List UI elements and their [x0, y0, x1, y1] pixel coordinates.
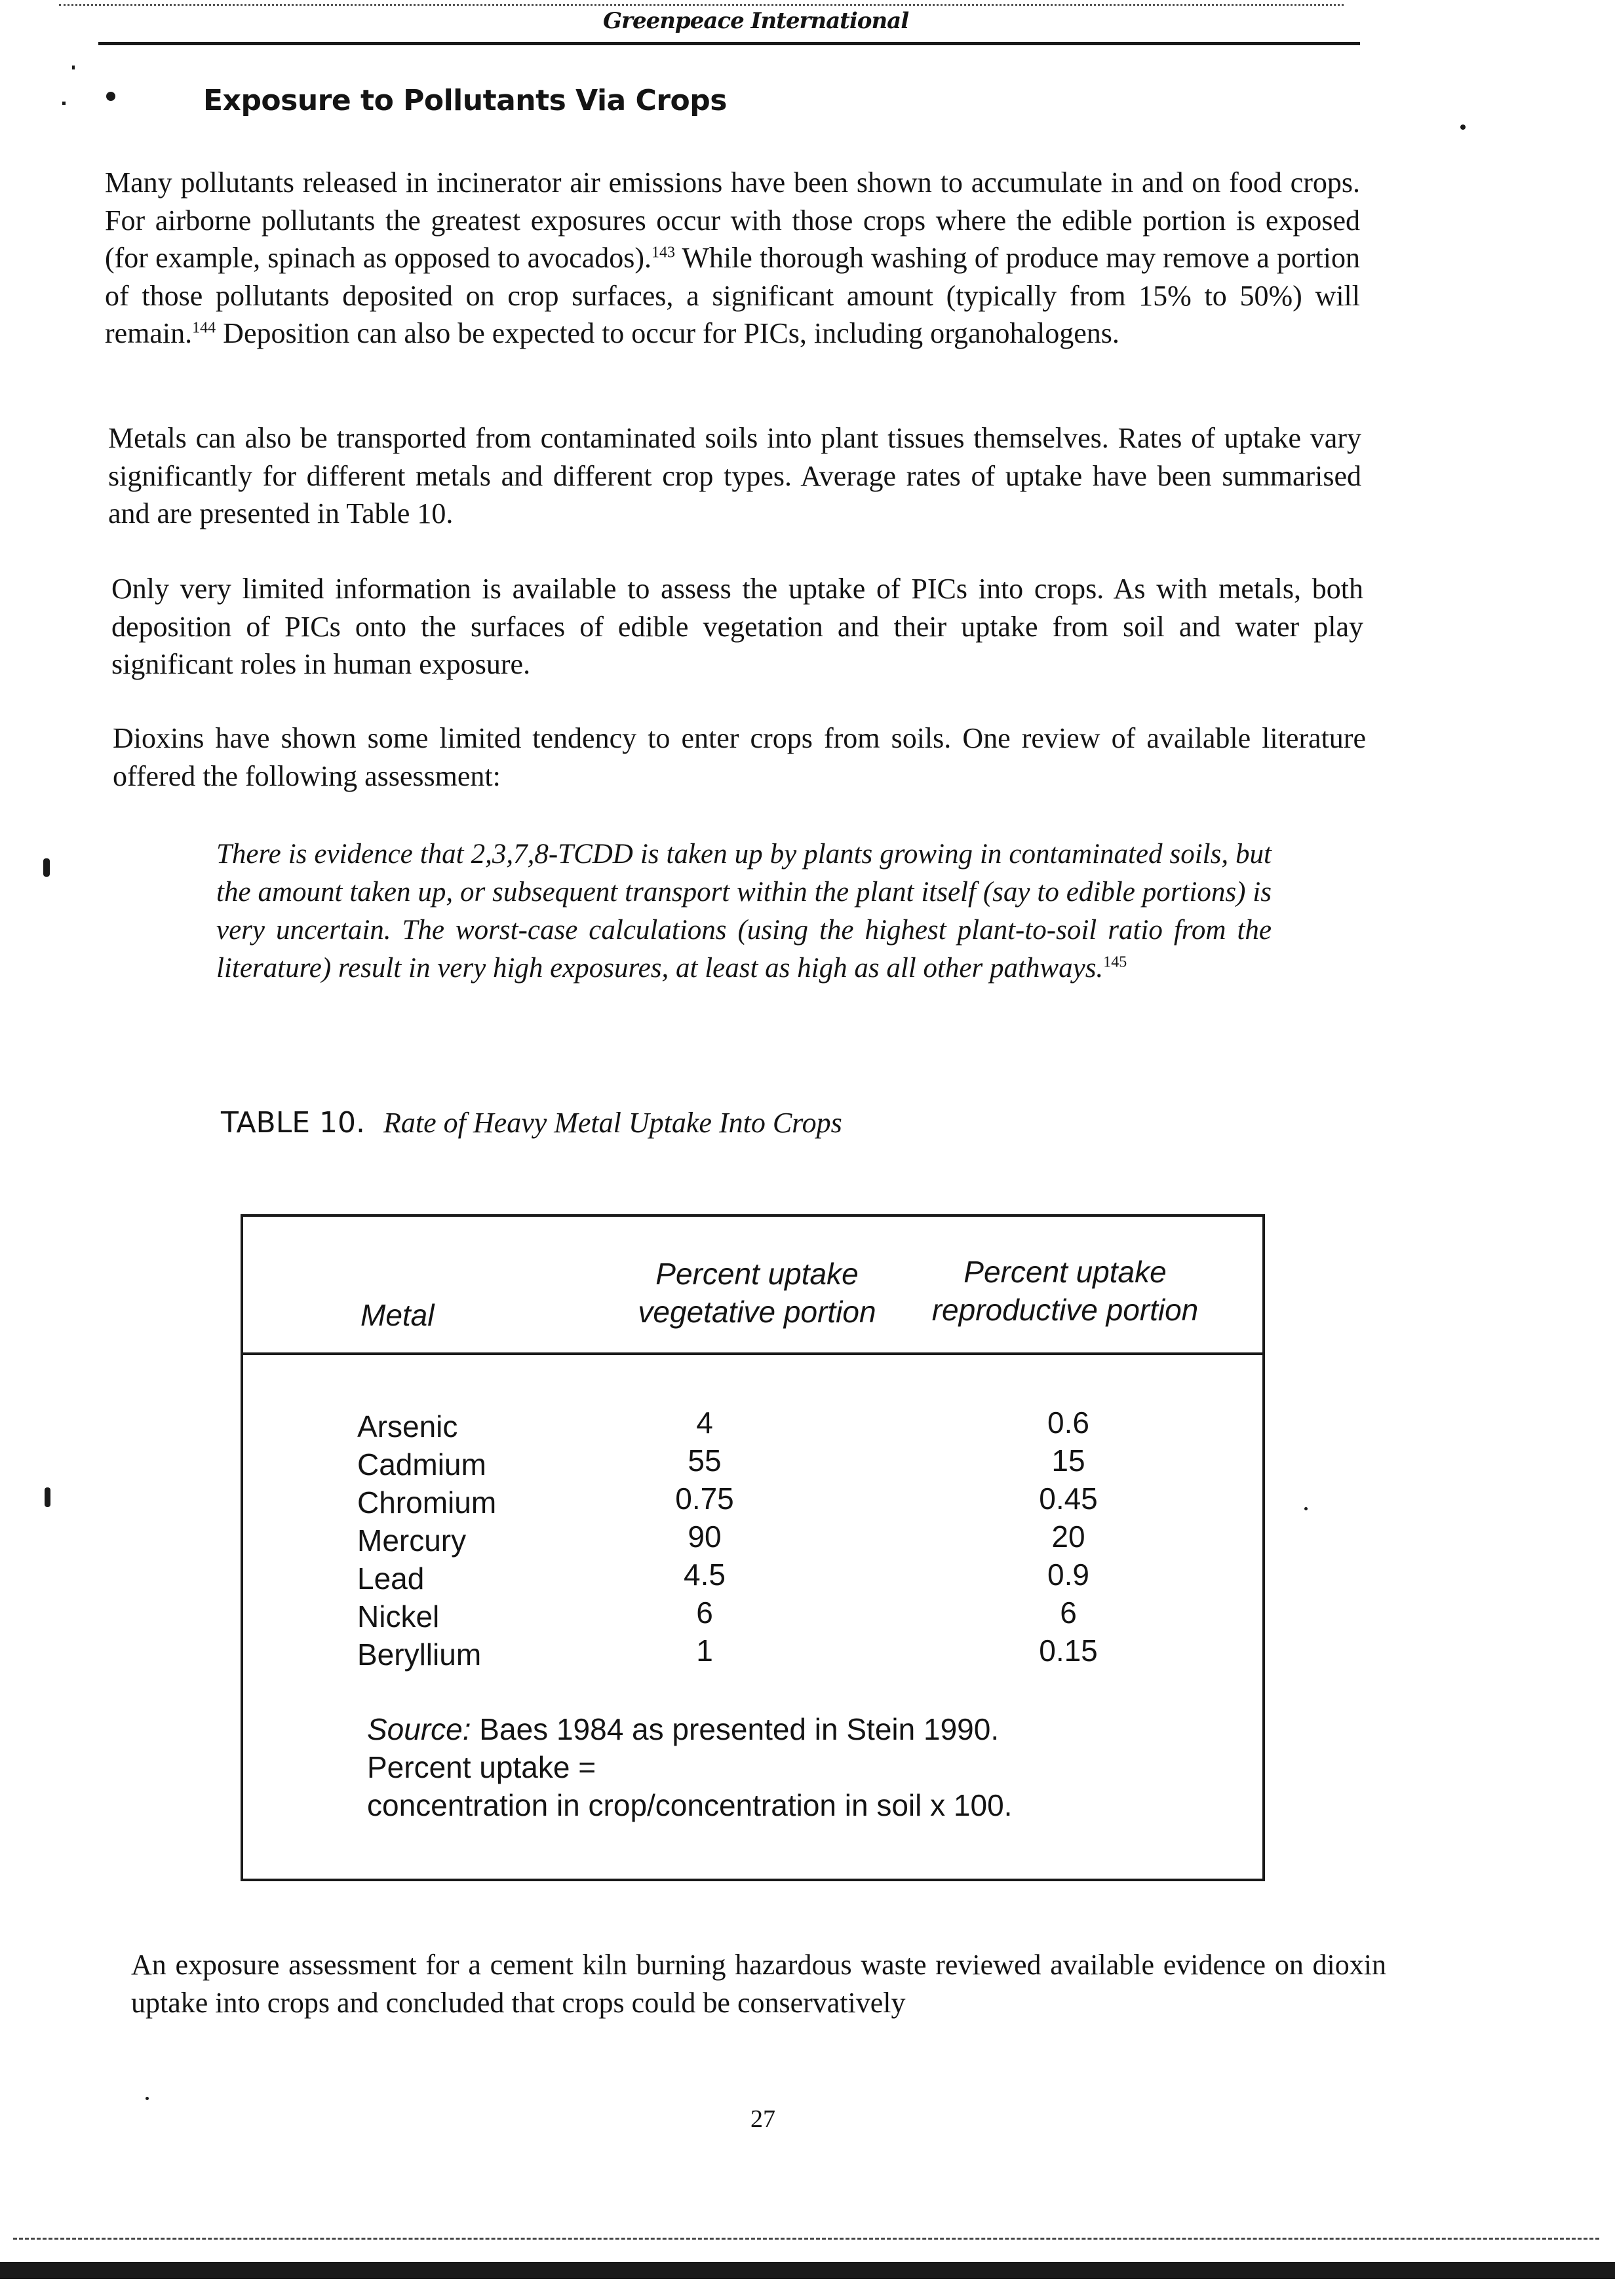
table-row: Cadmium 55 15 — [357, 1444, 1085, 1482]
table-label: TABLE 10. — [221, 1106, 366, 1139]
table-header-rule — [241, 1352, 1262, 1355]
paragraph-2: Metals can also be transported from contaminated soils into plant tissues themselves. Rates of uptake vary significantly for different metals and different crop types. Average rates of uptake have been summarised and are presented in Table 10. — [108, 422, 1361, 529]
table-row: Arsenic 4 0.6 — [357, 1406, 1089, 1444]
block-quote: There is evidence that 2,3,7,8-TCDD is taken up by plants growing in contaminated soils, but the amount taken up, or subsequent transport within the plant itself (say to edible portions) is very uncertain. The worst-case calculations (using the highest plant-to-soil ratio from the literature) result in very high exposures, at least as high as all other pathways.$^{145}$ — [216, 839, 1272, 984]
table-title: Rate of Heavy Metal Uptake Into Crops — [383, 1107, 842, 1139]
table-row: Nickel 6 6 — [357, 1596, 1077, 1634]
footnote-ref: 144 — [192, 319, 216, 337]
table-row: Chromium 0.75 0.45 — [357, 1482, 1098, 1520]
footnote-ref: 145 — [1103, 953, 1127, 971]
paragraph-3: Only very limited information is available to assess the uptake of PICs into crops. As with metals, both deposition of PICs onto the surfaces of edible vegetation and their uptake from soil and water play significant roles in human exposure. — [111, 573, 1363, 680]
scan-speck — [43, 858, 50, 877]
table-caption — [221, 1106, 842, 1139]
scan-speck — [45, 1487, 50, 1507]
column-header-metal: Metal — [360, 1298, 435, 1332]
table-row: Beryllium 1 0.15 — [357, 1634, 1098, 1672]
scan-speck — [146, 2097, 149, 2100]
footer-rule — [0, 2262, 1615, 2279]
table-note: concentration in crop/concentration in soil x 100. — [367, 1788, 1013, 1822]
header-rule — [98, 42, 1360, 45]
table-body — [357, 1406, 1229, 1675]
paragraph-5: An exposure assessment for a cement kiln burning hazardous waste reviewed available evidence on dioxin uptake into crops and concluded that crops could be conservatively — [131, 1949, 1386, 2019]
bullet-icon — [106, 92, 115, 101]
table-note: Percent uptake = — [367, 1750, 596, 1784]
scan-artifact-bottom — [13, 2238, 1599, 2246]
scan-speck — [1460, 124, 1466, 130]
scan-speck — [1304, 1507, 1308, 1510]
section-heading: Exposure to Pollutants Via Crops — [203, 84, 727, 117]
footnote-ref: 143 — [652, 244, 675, 261]
paragraph-4: Dioxins have shown some limited tendency to enter crops from soils. One review of available literature offered the following assessment: — [113, 722, 1366, 792]
scan-speck — [62, 102, 66, 105]
table-row: Mercury 90 20 — [357, 1520, 1085, 1558]
table-row: Lead 4.5 0.9 — [357, 1558, 1089, 1596]
column-header-reproductive: Percent uptake reproductive portion — [931, 1255, 1199, 1327]
scan-speck — [72, 66, 75, 69]
running-header: Greenpeace International — [603, 8, 909, 34]
table-notes — [367, 1710, 1012, 1824]
paragraph-1: Many pollutants released in incinerator air emissions have been shown to accumulate in and on food crops. For airborne pollutants the greatest exposures occur with those crops where the edible portion is exposed (for example, spinach as opposed to avocados).$^{143}$ While thorough washing of produce may remove a portion of those pollutants deposited on crop surfaces, a significant amount (typically from 15% to 50%) will remain.$^{144}$ Deposition can also be expected to occur for PICs, including organohalogens. — [105, 166, 1360, 349]
page-number: 27 — [750, 2105, 775, 2133]
column-header-vegetative: Percent uptake vegetative portion — [638, 1257, 876, 1329]
table-source: Source: Baes 1984 as presented in Stein 1990. — [367, 1712, 1000, 1746]
